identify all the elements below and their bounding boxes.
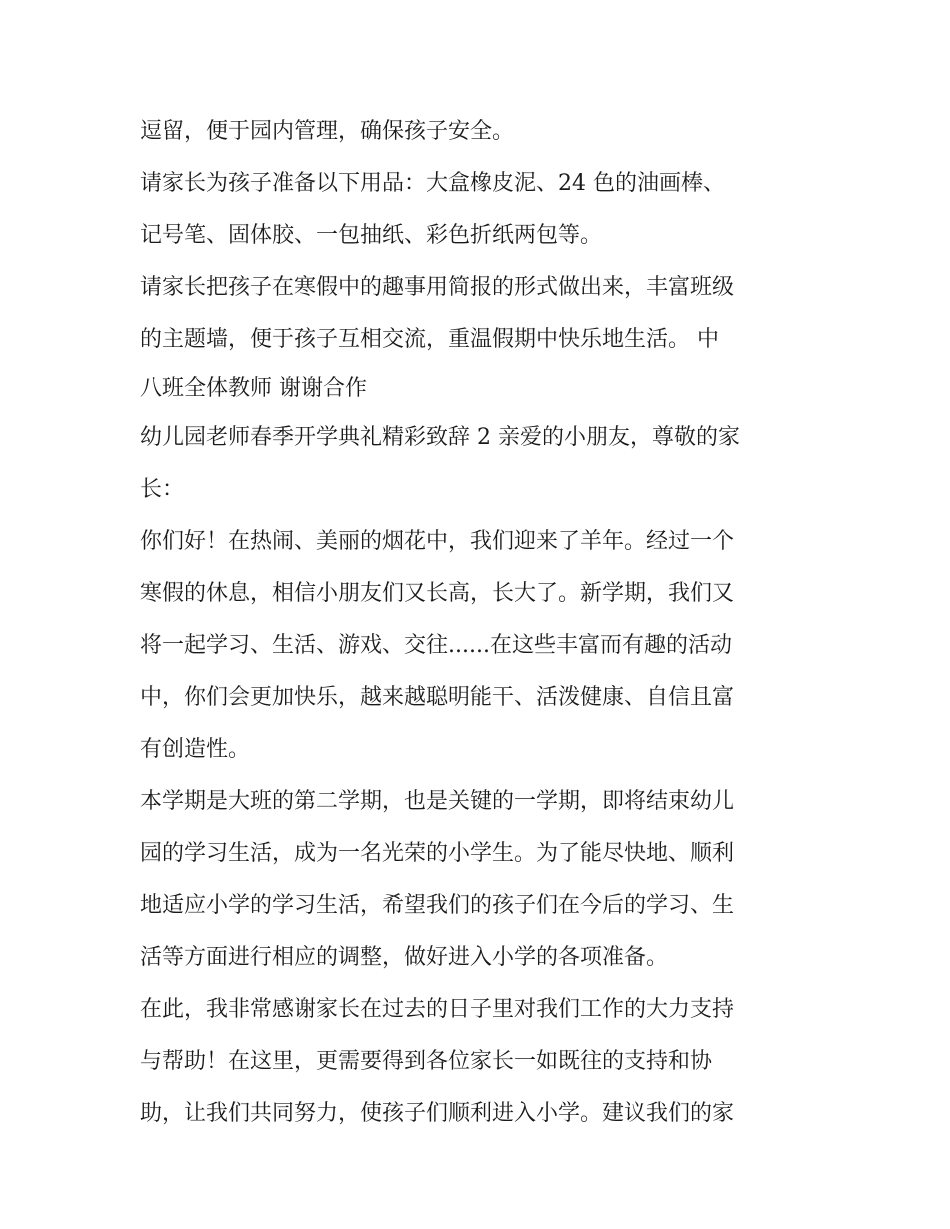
text-line: 寒假的休息，相信小朋友们又长高，长大了。新学期，我们又 — [140, 581, 735, 606]
text-line: 活等方面进行相应的调整，做好进入小学的各项准备。 — [140, 945, 669, 970]
text-line: 园的学习生活，成为一名光荣的小学生。为了能尽快地、顺利 — [140, 841, 735, 866]
text-line: 八班全体教师 谢谢合作 — [140, 376, 367, 401]
text-line: 本学期是大班的第二学期，也是关键的一学期，即将结束幼儿 — [140, 789, 735, 814]
text-line: 与帮助！在这里，更需要得到各位家长一如既往的支持和协 — [140, 1049, 713, 1074]
text-line: 你们好！在热闹、美丽的烟花中，我们迎来了羊年。经过一个 — [140, 529, 735, 554]
document-body — [140, 106, 820, 1140]
text-line: 请家长把孩子在寒假中的趣事用简报的形式做出来，丰富班级 — [140, 275, 735, 300]
text-line: 幼儿园老师春季开学典礼精彩致辞 2 亲爱的小朋友，尊敬的家 — [140, 425, 740, 450]
text-line: 的主题墙，便于孩子互相交流，重温假期中快乐地生活。 中 — [140, 327, 719, 352]
text-line: 助，让我们共同努力，使孩子们顺利进入小学。建议我们的家 — [140, 1101, 735, 1126]
text-line: 记号笔、固体胶、一包抽纸、彩色折纸两包等。 — [140, 223, 603, 248]
text-line: 地适应小学的学习生活，希望我们的孩子们在今后的学习、生 — [140, 893, 735, 918]
text-line: 中，你们会更加快乐，越来越聪明能干、活泼健康、自信且富 — [140, 685, 735, 710]
text-line: 请家长为孩子准备以下用品：大盒橡皮泥、24 色的油画棒、 — [140, 171, 725, 196]
text-line: 将一起学习、生活、游戏、交往......在这些丰富而有趣的活动 — [140, 633, 732, 658]
text-line: 有创造性。 — [140, 737, 251, 762]
text-line: 逗留，便于园内管理，确保孩子安全。 — [140, 119, 515, 144]
text-line: 在此，我非常感谢家长在过去的日子里对我们工作的大力支持 — [140, 997, 735, 1022]
text-line: 长： — [140, 477, 185, 502]
